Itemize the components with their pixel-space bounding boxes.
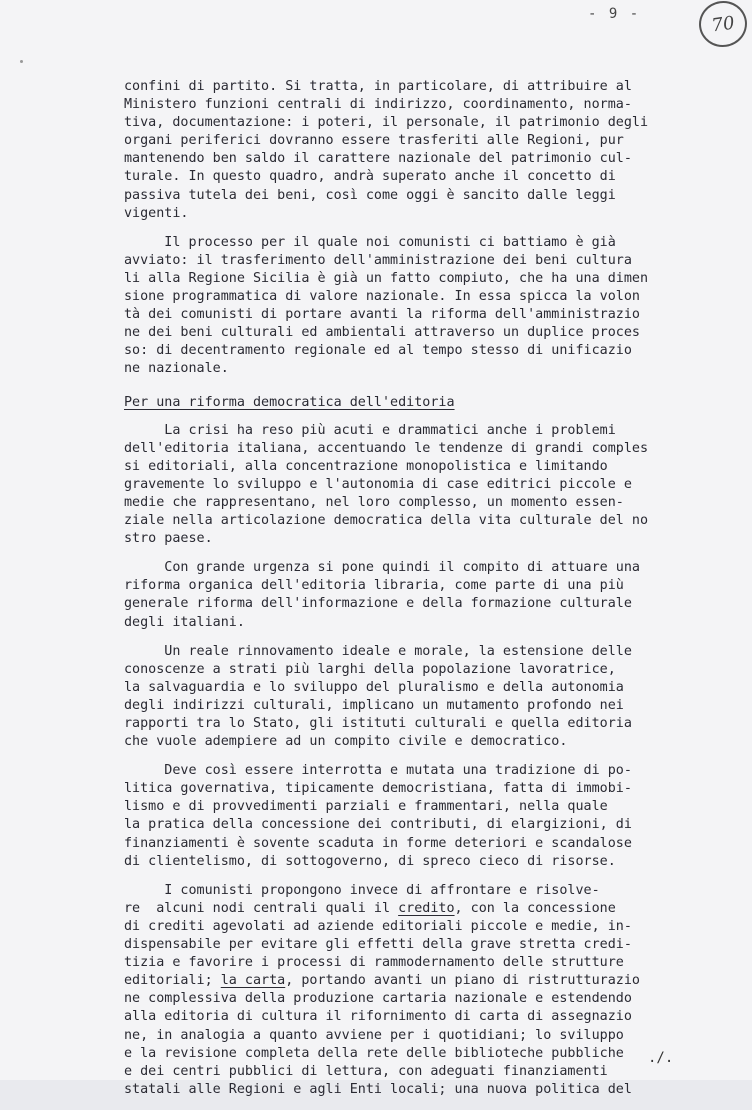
- continuation-mark: ./.: [648, 1050, 674, 1066]
- paragraph: [124, 762, 724, 871]
- text-line: passiva tutela dei beni, così come oggi è sancito dalle leggi: [124, 187, 616, 203]
- text-line: dell'editoria italiana, accentuando le tendenze di grandi comples: [124, 440, 649, 456]
- text-line: ne dei beni culturali ed ambientali attraverso un duplice proces: [124, 325, 640, 341]
- text-line: Un reale rinnovamento ideale e morale, la estensione delle: [124, 643, 632, 659]
- text-line: mantenendo ben saldo il carattere nazionale del patrimonio cul-: [124, 151, 632, 167]
- text-line: dispensabile per evitare gli effetti della grave stretta credi-: [124, 937, 632, 953]
- text-line: so: di decentramento regionale ed al tempo stesso di unificazio: [124, 343, 632, 359]
- text-line: la salvaguardia e lo sviluppo del pluralismo e della autonomia: [124, 679, 624, 695]
- paragraph: [124, 559, 724, 631]
- text-line: Il processo per il quale noi comunisti ci battiamo è già: [124, 234, 616, 250]
- document-body: [124, 78, 724, 1110]
- text-line: sione programmatica di valore nazionale. In essa spicca la volon: [124, 289, 640, 305]
- text-line: e la revisione completa della rete delle biblioteche pubbliche: [124, 1045, 624, 1061]
- text-line: e dei centri pubblici di lettura, con adeguati finanziamenti: [124, 1063, 608, 1079]
- text-line: editoriali; la carta, portando avanti un piano di ristrutturazio: [124, 973, 640, 989]
- text-line: li alla Regione Sicilia è già un fatto compiuto, che ha una dimen: [124, 270, 649, 286]
- text-line: tizia e favorire i processi di rammodernamento delle strutture: [124, 955, 624, 971]
- text-line: stro paese.: [124, 531, 213, 547]
- scan-speck: [20, 60, 23, 63]
- text-line: La crisi ha reso più acuti e drammatici anche i problemi: [124, 422, 616, 438]
- text-line: medie che rappresentano, nel loro complesso, un momento essen-: [124, 494, 624, 510]
- text-line: litica governativa, tipicamente democristiana, fatta di immobi-: [124, 781, 632, 797]
- text-line: di crediti agevolati ad aziende editoriali piccole e medie, in-: [124, 918, 632, 934]
- text-line: confini di partito. Si tratta, in particolare, di attribuire al: [124, 79, 632, 94]
- text-line: tà dei comunisti di portare avanti la riforma dell'amministrazio: [124, 307, 640, 323]
- text-line: finanziamenti è sovente scaduta in forme deteriori e scandalose: [124, 835, 632, 851]
- text-line: di clientelismo, di sottogoverno, di spreco cieco di risorse.: [124, 853, 616, 869]
- text-line: la pratica della concessione dei contributi, di elargizioni, di: [124, 817, 632, 833]
- text-line: ne complessiva della produzione cartaria nazionale e estendendo: [124, 991, 632, 1007]
- text-line: avviato: il trasferimento dell'amministrazione dei beni cultura: [124, 252, 632, 268]
- text-line: riforma organica dell'editoria libraria, come parte di una più: [124, 578, 624, 594]
- page-number: - 9 -: [588, 6, 641, 22]
- text-line: che vuole adempiere ad un compito civile e democratico.: [124, 734, 568, 750]
- text-line: ne nazionale.: [124, 361, 229, 377]
- text-line: gravemente lo sviluppo e l'autonomia di case editrici piccole e: [124, 476, 632, 492]
- text-line: Con grande urgenza si pone quindi il compito di attuare una: [124, 560, 640, 576]
- text-line: ne, in analogia a quanto avviene per i quotidiani; lo sviluppo: [124, 1027, 624, 1043]
- text-line: alla editoria di cultura il rifornimento di carta di assegnazio: [124, 1009, 632, 1025]
- text-line: organi periferici dovranno essere trasferiti alle Regioni, pur: [124, 133, 624, 149]
- text-line: ziale nella articolazione democratica della vita culturale del no: [124, 513, 649, 529]
- text-line: I comunisti propongono invece di affrontare e risolve-: [124, 882, 600, 898]
- text-line: rapporti tra lo Stato, gli istituti culturali e quella editoria: [124, 716, 632, 731]
- section-heading: Per una riforma democratica dell'editoria: [124, 394, 455, 410]
- text-line: vigenti.: [124, 205, 189, 221]
- underlined-keyword: credito: [398, 900, 455, 916]
- text-line: turale. In questo quadro, andrà superato anche il concetto di: [124, 169, 616, 185]
- text-line: statali alle Regioni e agli Enti locali; una nuova politica del: [124, 1081, 632, 1097]
- underlined-keyword: la carta: [220, 973, 286, 989]
- paragraph: [124, 882, 724, 1099]
- text-line: Deve così essere interrotta e mutata una tradizione di po-: [124, 763, 632, 779]
- page-stamp: 70: [696, 0, 750, 50]
- text-line: Ministero funzioni centrali di indirizzo, coordinamento, norma-: [124, 97, 632, 113]
- text-line: si editoriali, alla concentrazione monopolistica e limitando: [124, 458, 608, 474]
- paragraph: [124, 643, 724, 752]
- text-line: conoscenze a strati più larghi della popolazione lavoratrice,: [124, 661, 616, 677]
- paragraph: [124, 422, 724, 549]
- text-line: generale riforma dell'informazione e della formazione culturale: [124, 596, 632, 612]
- text-line: re alcuni nodi centrali quali il credito, con la concessione: [124, 900, 616, 916]
- text-line: tiva, documentazione: i poteri, il personale, il patrimonio degli: [124, 115, 649, 131]
- paragraph: [124, 234, 724, 379]
- text-line: degli italiani.: [124, 614, 245, 630]
- text-line: lismo e di provvedimenti parziali e frammentari, nella quale: [124, 799, 608, 815]
- text-line: degli indirizzi culturali, implicano un mutamento profondo nei: [124, 697, 624, 713]
- paragraph: [124, 78, 724, 223]
